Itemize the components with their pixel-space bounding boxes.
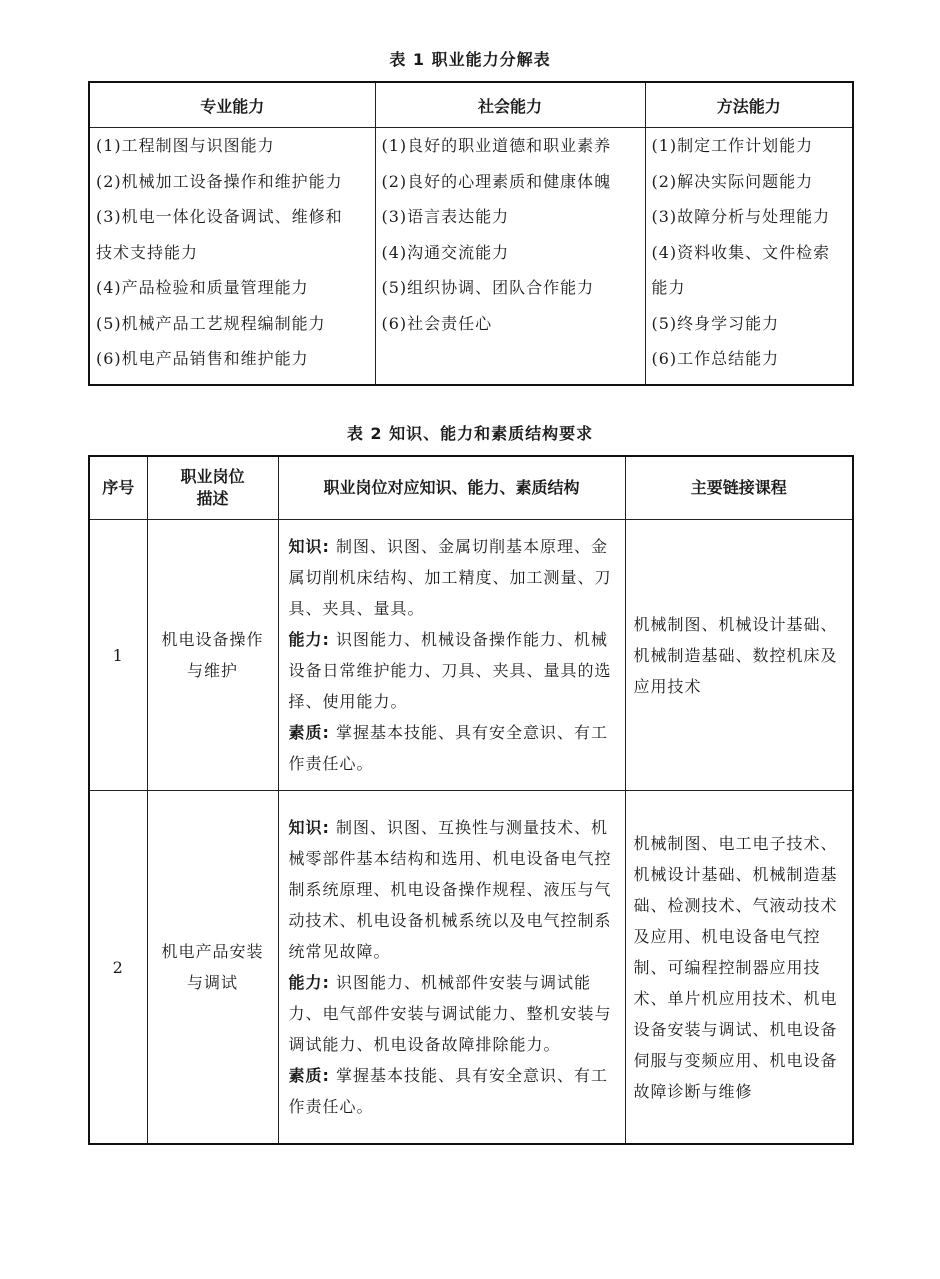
- list-item: (3)语言表达能力: [381, 207, 510, 226]
- table1-caption: 表 1 职业能力分解表: [389, 50, 551, 69]
- list-item: (3)故障分析与处理能力: [651, 207, 831, 226]
- table-header-row: [89, 82, 853, 128]
- header-method: 方法能力: [645, 82, 853, 128]
- header-professional: 专业能力: [89, 82, 375, 128]
- ability-label: 能力:: [288, 973, 330, 992]
- position-line1: 机电设备操作: [161, 630, 264, 649]
- knowledge-paragraph: [289, 812, 615, 967]
- header-position-line2: 描述: [196, 489, 229, 508]
- list-item: (2)解决实际问题能力: [651, 171, 814, 191]
- table-row: [89, 128, 853, 386]
- table2-caption: 表 2 知识、能力和素质结构要求: [346, 424, 594, 443]
- row-courses: 机械制图、机械设计基础、机械制造基础、数控机床及应用技术: [625, 520, 853, 791]
- row-position: [147, 791, 278, 1145]
- list-item: (4)沟通交流能力: [381, 242, 510, 262]
- list-item: (6)社会责任心: [381, 313, 493, 333]
- header-courses: 主要链接课程: [625, 456, 853, 520]
- ability-paragraph: [289, 624, 615, 717]
- knowledge-structure-table: [88, 455, 854, 1145]
- list-item: (1)制定工作计划能力: [651, 136, 814, 155]
- quality-paragraph: [289, 1060, 615, 1122]
- list-item: (4)产品检验和质量管理能力: [96, 278, 309, 297]
- list-item: 能力: [651, 278, 686, 297]
- list-item: (6)机电产品销售和维护能力: [96, 349, 309, 368]
- list-item: (1)良好的职业道德和职业素养: [381, 136, 612, 155]
- table-row: [89, 520, 853, 791]
- knowledge-label: 知识:: [288, 537, 330, 556]
- list-item: (5)组织协调、团队合作能力: [381, 278, 595, 297]
- quality-label: 素质:: [288, 1066, 330, 1085]
- social-abilities: [375, 128, 645, 386]
- row-index: 1: [89, 520, 147, 791]
- ability-label: 能力:: [288, 630, 330, 649]
- ability-text: 识图能力、机械设备操作能力、机械设备日常维护能力、刀具、夹具、量具的选择、使用能力。: [288, 630, 612, 711]
- ability-paragraph: [289, 967, 615, 1060]
- header-position-line1: 职业岗位: [180, 467, 245, 486]
- position-line2: 与维护: [186, 661, 238, 680]
- method-abilities: [645, 128, 853, 386]
- header-structure: 职业岗位对应知识、能力、素质结构: [278, 456, 625, 520]
- header-position: [147, 456, 278, 520]
- list-item: (3)机电一体化设备调试、维修和: [96, 207, 343, 226]
- list-item: 技术支持能力: [96, 242, 199, 262]
- row-index: 2: [89, 791, 147, 1145]
- position-line2: 与调试: [186, 973, 238, 992]
- knowledge-label: 知识:: [288, 818, 330, 837]
- quality-label: 素质:: [288, 723, 330, 742]
- quality-paragraph: [289, 717, 615, 779]
- table-row: [89, 791, 853, 1145]
- header-index: 序号: [89, 456, 147, 520]
- list-item: (1)工程制图与识图能力: [96, 136, 275, 155]
- quality-text: 掌握基本技能、具有安全意识、有工作责任心。: [288, 723, 608, 773]
- ability-breakdown-table: [88, 81, 854, 386]
- list-item: (5)终身学习能力: [651, 313, 780, 333]
- list-item: (2)良好的心理素质和健康体魄: [381, 171, 612, 191]
- ability-text: 识图能力、机械部件安装与调试能力、电气部件安装与调试能力、整机安装与调试能力、机电设备故障排除能力。: [288, 973, 612, 1054]
- professional-abilities: [89, 128, 375, 386]
- list-item: (2)机械加工设备操作和维护能力: [96, 171, 343, 191]
- knowledge-paragraph: [289, 531, 615, 624]
- row-position: [147, 520, 278, 791]
- table-header-row: [89, 456, 853, 520]
- row-structure: [278, 791, 625, 1145]
- row-courses: 机械制图、电工电子技术、机械设计基础、机械制造基础、检测技术、气液动技术及应用、机电设备电气控制、可编程控制器应用技术、单片机应用技术、机电设备安装与调试、机电设备伺服与变频应用、机电设备故障诊断与维修: [625, 791, 853, 1145]
- position-line1: 机电产品安装: [161, 942, 264, 961]
- knowledge-text: 制图、识图、互换性与测量技术、机械零部件基本结构和选用、机电设备电气控制系统原理、机电设备操作规程、液压与气动技术、机电设备机械系统以及电气控制系统常见故障。: [288, 818, 612, 961]
- row-structure: [278, 520, 625, 791]
- list-item: (6)工作总结能力: [651, 349, 780, 368]
- list-item: (5)机械产品工艺规程编制能力: [96, 313, 326, 333]
- quality-text: 掌握基本技能、具有安全意识、有工作责任心。: [288, 1066, 608, 1116]
- list-item: (4)资料收集、文件检索: [651, 242, 831, 262]
- knowledge-text: 制图、识图、金属切削基本原理、金属切削机床结构、加工精度、加工测量、刀具、夹具、量具。: [288, 537, 612, 618]
- header-social: 社会能力: [375, 82, 645, 128]
